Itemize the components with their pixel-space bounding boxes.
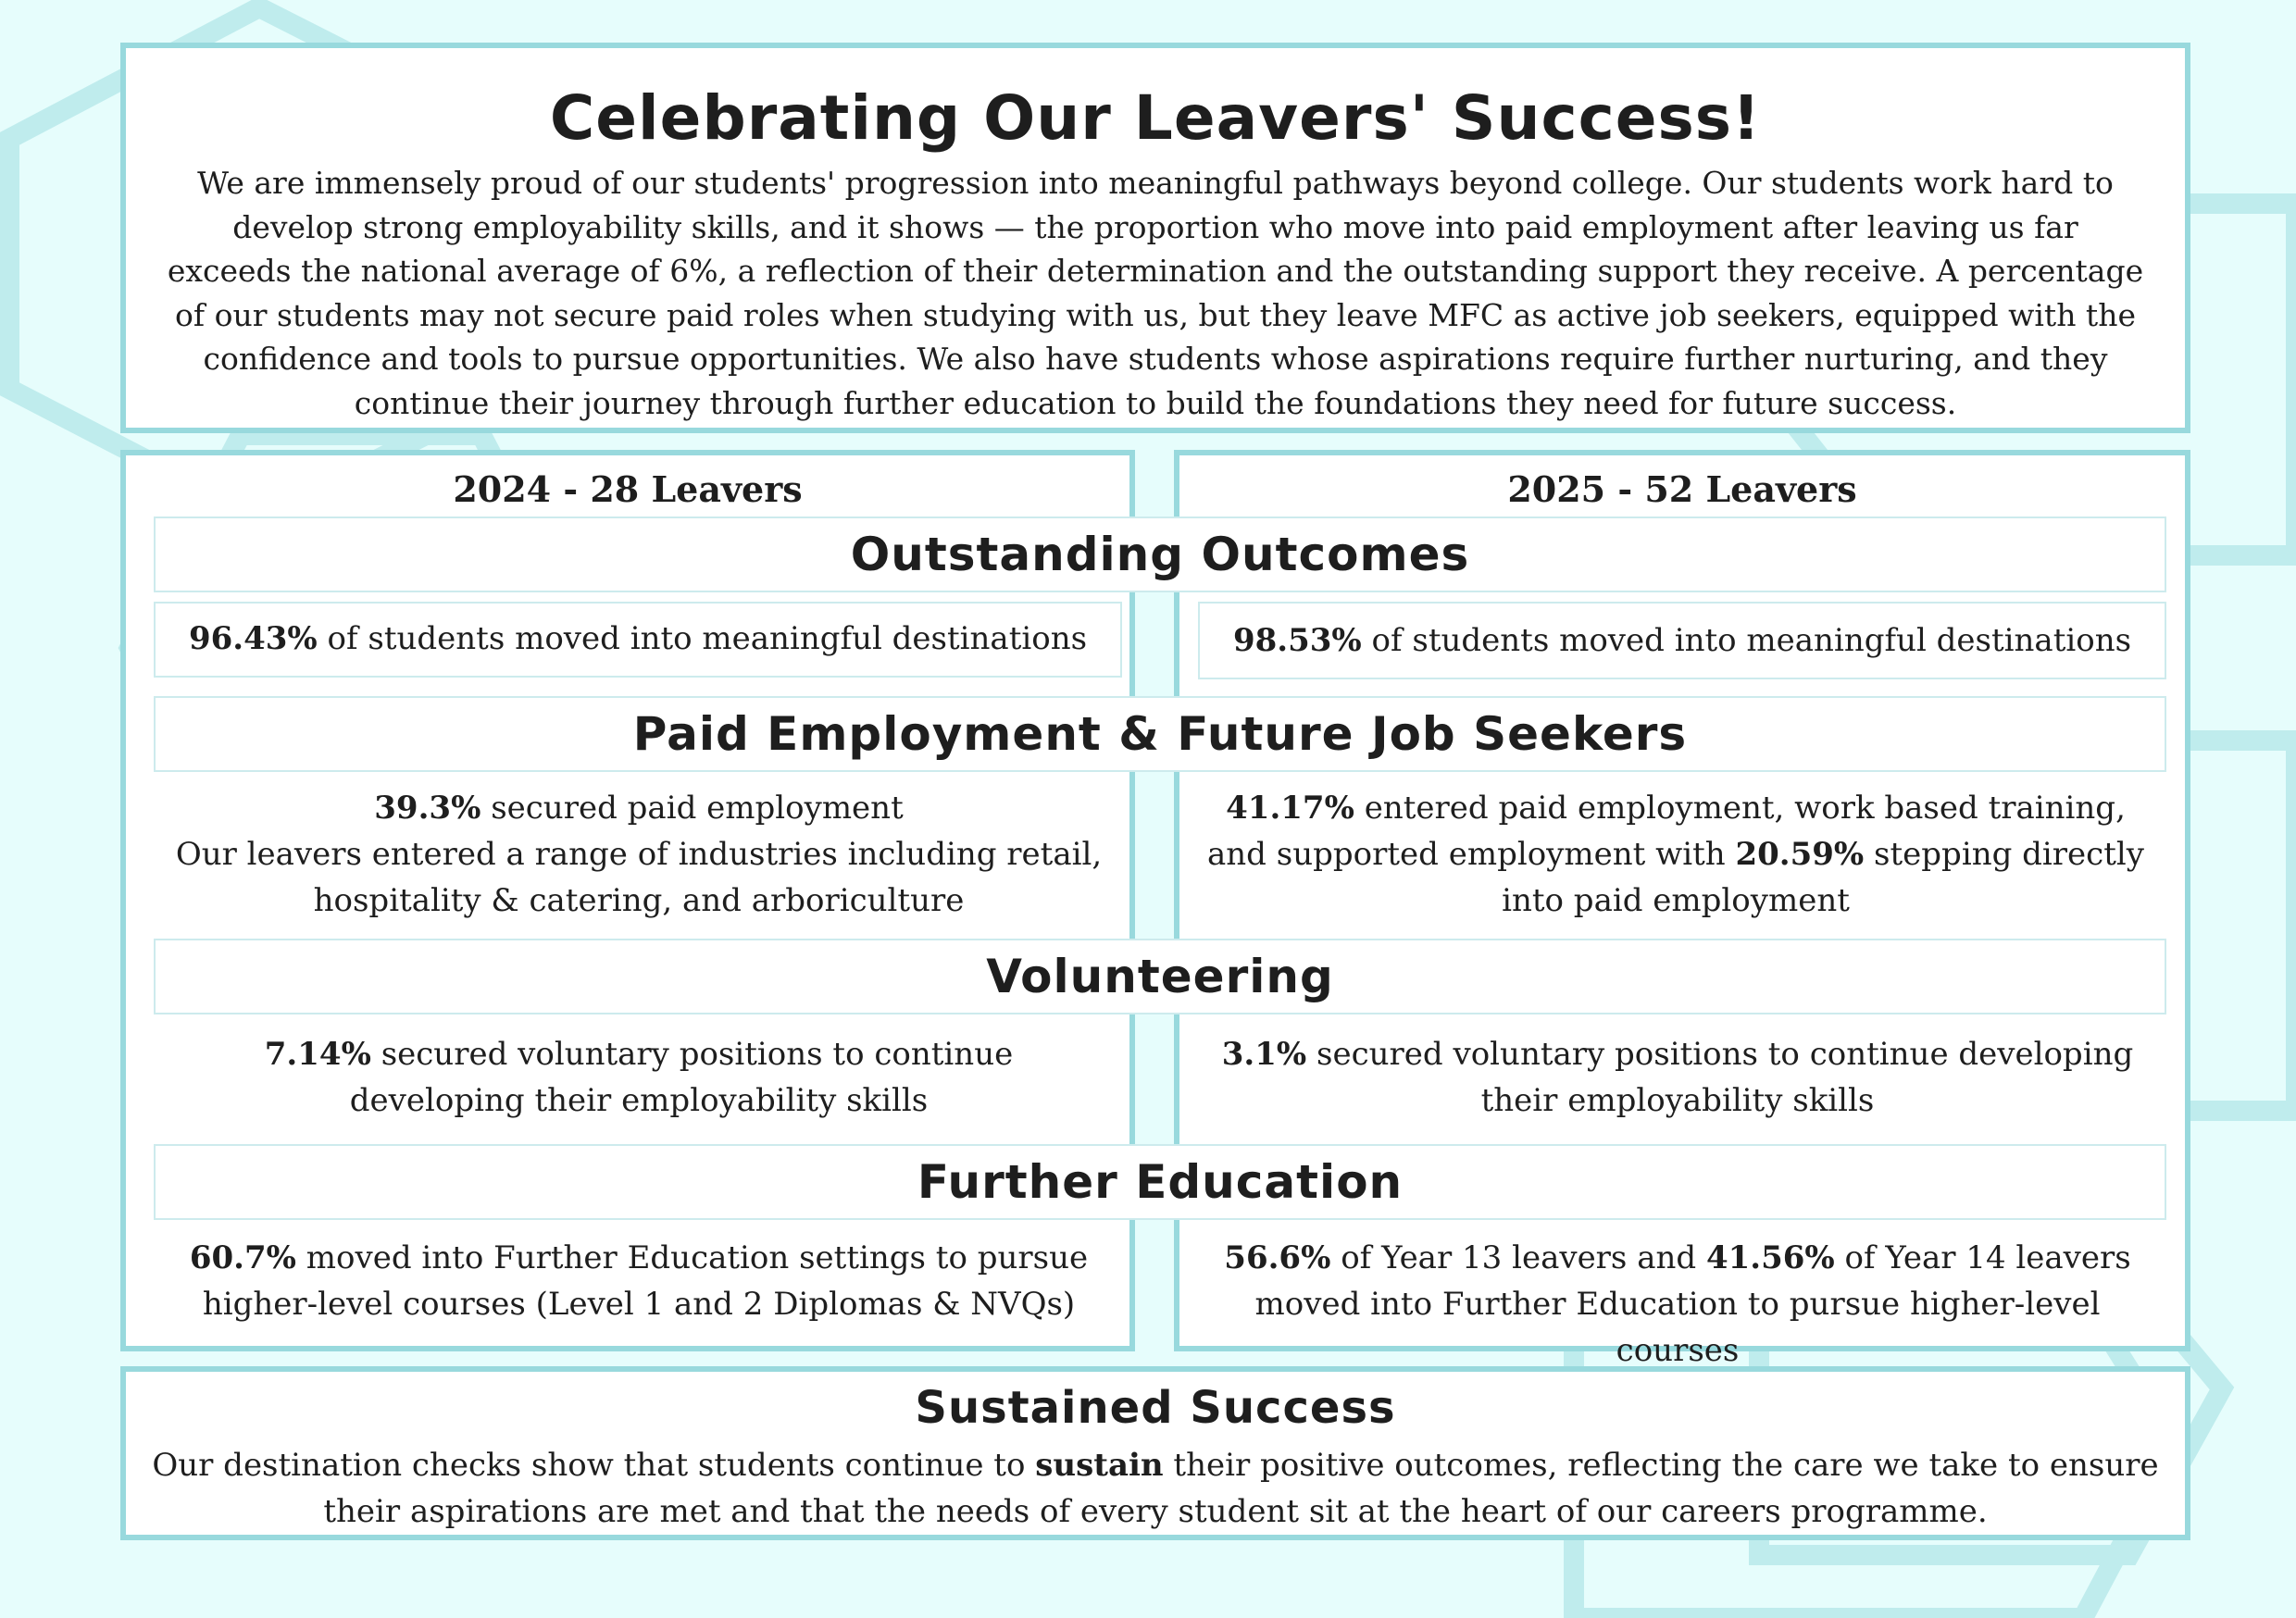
further-education-2025-percent-y14: 41.56% xyxy=(1705,1239,1835,1276)
volunteering-2025-text: secured voluntary positions to continue developing their employability skills xyxy=(1306,1036,2134,1119)
employment-2025-text-direct: stepping directly into paid employment xyxy=(1502,836,2144,919)
employment-2025-text: entered paid employment, work based training, and supported employment with xyxy=(1207,790,2126,873)
employment-2025 xyxy=(1204,785,2148,924)
column-2024-title: 2024 - 28 Leavers xyxy=(453,468,803,510)
employment-2024-percent: 39.3% xyxy=(374,790,481,827)
page-title: Celebrating Our Leavers' Success! xyxy=(549,82,1762,154)
outcomes-2024-text: of students moved into meaningful destinations xyxy=(317,620,1088,657)
column-2025-title: 2025 - 52 Leavers xyxy=(1507,468,1857,510)
footer-panel xyxy=(120,1366,2190,1540)
outcomes-2025-text: of students moved into meaningful destinations xyxy=(1361,622,2132,659)
volunteering-2025 xyxy=(1194,1031,2161,1124)
footer-title: Sustained Success xyxy=(915,1382,1396,1434)
employment-2024-text: secured paid employment xyxy=(480,790,904,827)
section-heading-outcomes: Outstanding Outcomes xyxy=(154,517,2166,592)
volunteering-2024 xyxy=(176,1031,1102,1124)
further-education-2024-text: moved into Further Education settings to pursue higher-level courses (Level 1 and 2 Diplomas & NVQs) xyxy=(202,1239,1089,1323)
further-education-2025-percent-y13: 56.6% xyxy=(1224,1239,1331,1276)
intro-text: We are immensely proud of our students' progression into meaningful pathways beyond college. Our students work hard to develop strong employability skills, and it shows — the proportion who move into paid employment after leaving us far exceeds the national average of 6%, a reflection of their determination and the outstanding support they receive. A percentage of our students may not secure paid roles when studying with us, but they leave MFC as active job seekers, equipped with the confidence and tools to pursue opportunities. We also have students whose aspirations require further nurturing, and they continue their journey through further education to build the foundations they need for future success. xyxy=(167,165,2144,421)
further-education-2025 xyxy=(1204,1235,2152,1374)
volunteering-2024-text: secured voluntary positions to continue developing their employability skills xyxy=(349,1036,1014,1119)
footer-text-part2: their positive outcomes, reflecting the care we take to ensure their aspirations are met and that the needs of every student sit at the heart of our careers programme. xyxy=(323,1447,2159,1530)
footer-text-bold: sustain xyxy=(1035,1447,1164,1484)
further-education-2024-percent: 60.7% xyxy=(189,1239,296,1276)
employment-2024-industries: Our leavers entered a range of industries including retail, hospitality & catering, and arboriculture xyxy=(175,836,1103,919)
outcomes-2025-percent: 98.53% xyxy=(1232,622,1362,659)
footer-text xyxy=(144,1442,2166,1535)
employment-2025-percent: 41.17% xyxy=(1226,790,1354,827)
employment-2024 xyxy=(157,785,1120,924)
further-education-2025-text-y13: of Year 13 leavers and xyxy=(1330,1239,1706,1276)
volunteering-2024-percent: 7.14% xyxy=(264,1036,371,1073)
outcomes-2024 xyxy=(154,602,1122,678)
section-heading-employment: Paid Employment & Future Job Seekers xyxy=(154,696,2166,772)
volunteering-2025-percent: 3.1% xyxy=(1221,1036,1307,1073)
further-education-2025-text-y14: of Year 14 leavers moved into Further Education to pursue higher-level courses xyxy=(1254,1239,2131,1369)
outcomes-2024-percent: 96.43% xyxy=(188,620,318,657)
section-heading-volunteering: Volunteering xyxy=(154,939,2166,1014)
outcomes-2025 xyxy=(1198,602,2166,679)
section-heading-further-education: Further Education xyxy=(154,1144,2166,1220)
further-education-2024 xyxy=(185,1235,1092,1327)
intro-panel xyxy=(120,43,2190,433)
employment-2025-percent-direct: 20.59% xyxy=(1735,836,1865,873)
footer-text-part1: Our destination checks show that students continue to xyxy=(152,1447,1036,1484)
